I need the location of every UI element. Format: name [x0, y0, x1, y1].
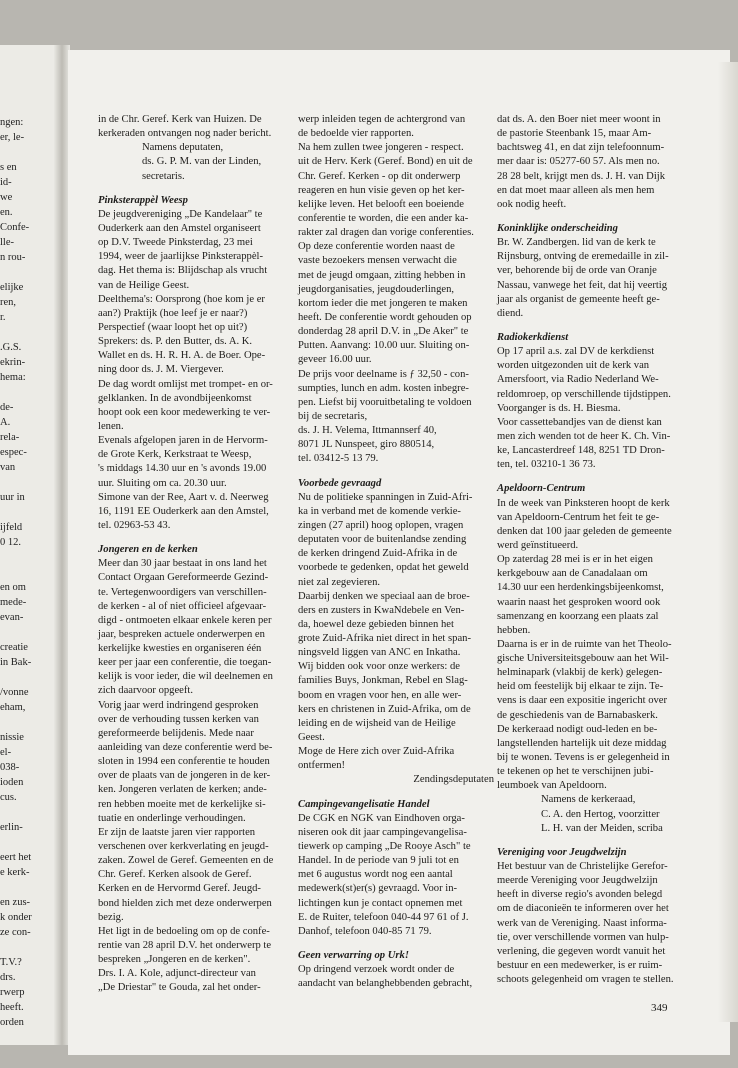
stub-line: eham,: [0, 702, 26, 713]
text-line: ke, Lancasterdreef 148, 8251 TD Dron-: [497, 445, 665, 457]
text-line: bond hielden zich met deze onderwerpen: [98, 897, 272, 909]
text-line: vaste bezoekers mensen verwacht die: [298, 255, 457, 267]
text-line: van de Heilige Geest.: [98, 279, 190, 291]
text-line: medewerk(st)er(s) gevraagd. Voor in-: [298, 883, 458, 895]
text-line: denken dat 100 jaar geleden de gemeente: [497, 525, 672, 537]
article-heading: Koninklijke onderscheiding: [497, 222, 618, 234]
stub-line: n rou-: [0, 252, 26, 263]
text-line: Simone van der Ree, Aart v. d. Neerweg: [98, 491, 269, 503]
text-line: digd - ontmoeten elkaar enkele keren per: [98, 614, 272, 626]
stub-line: [0, 625, 58, 640]
text-line: 28 28 belt, krijgt men ds. J. H. van Dijk: [497, 170, 666, 182]
text-line: Op dringend verzoek wordt onder de: [298, 964, 455, 976]
text-line: langstellenden hartelijk uit deze middag: [497, 737, 667, 749]
stub-line: rwerp: [0, 987, 25, 998]
text-line: Namens deputaten,: [142, 142, 224, 154]
text-line: de geschiedenis van de Barnabaskerk.: [497, 709, 658, 721]
text-line: diend.: [497, 307, 524, 319]
text-line: ning door ds. J. M. Viergever.: [98, 364, 224, 376]
stub-line: heeft.: [0, 1002, 24, 1013]
text-line: Contact Orgaan Gereformeerde Gezind-: [98, 572, 269, 584]
text-line: Voor cassettebandjes van de dienst kan: [497, 416, 662, 428]
text-line: tuatie en onderlinge verhoudingen.: [98, 812, 246, 824]
text-line: ten, tel. 03210-1 36 73.: [497, 459, 596, 471]
text-line: schoots gelegenheid om vragen te stellen.: [497, 974, 674, 986]
stub-line: [0, 385, 58, 400]
text-line: Putten. Aanvang: 10.00 uur. Sluiting on-: [298, 340, 470, 352]
text-line: in de Chr. Geref. Kerk van Huizen. De: [98, 114, 262, 125]
stub-line: [0, 805, 58, 820]
article-heading: Geen verwarring op Urk!: [298, 950, 409, 962]
stub-line: e kerk-: [0, 867, 30, 878]
text-line: Zendingsdeputaten: [413, 774, 494, 786]
text-line: donderdag 28 april D.V. in „De Aker" te: [298, 326, 469, 338]
text-line: tiewerk op camping „De Rooye Asch" te: [298, 841, 471, 853]
text-line: E. de Ruiter, telefoon 040-44 97 61 of J.: [298, 911, 469, 923]
stub-line: mede-: [0, 597, 27, 608]
left-page: [0, 45, 58, 1045]
text-line: jeugdorganisaties, jeugdouderlingen,: [298, 283, 455, 295]
stub-line: van: [0, 462, 16, 473]
text-line: Meer dan 30 jaar bestaat in ons land het: [98, 558, 267, 570]
text-line: jaar, bespreken actuele onderwerpen en: [98, 628, 265, 640]
text-line: ningsveld liggen van ANC en Inkatha.: [298, 647, 461, 659]
text-line: zingen (27 april) hoog oplopen, vragen: [298, 519, 464, 531]
stub-line: evan-: [0, 612, 24, 623]
text-line: samenzang en koorzang een plaats zal: [497, 610, 659, 622]
text-line: Chr. Geref. Kerken alsook de Geref.: [98, 869, 252, 881]
text-line: voorbede te gedenken, opdat het geweld: [298, 562, 469, 574]
text-line: de pastorie Steenbank 15, maar Am-: [497, 128, 652, 140]
paragraph-gap: [497, 321, 702, 331]
text-line: aan?) Praktijk (hoe leef je er naar?): [98, 307, 248, 319]
text-line: helminapark (vlakbij de kerk) gelegen-: [497, 667, 663, 679]
text-line: tie, over verschillende vormen van hulp-: [497, 931, 669, 943]
stub-line: el-: [0, 747, 12, 758]
stub-line: drs.: [0, 972, 16, 983]
stub-line: /vonne: [0, 687, 29, 698]
text-line: Voorganger is ds. H. Biesma.: [497, 402, 621, 414]
text-line: dag. Het thema is: Blijdschap als vrucht: [98, 265, 268, 277]
stub-line: [0, 145, 58, 160]
text-line: da, hoewel deze gebieden binnen het: [298, 618, 454, 630]
text-line: De kerkeraad nodigt oud-leden en be-: [497, 723, 658, 735]
text-line: bezig.: [98, 911, 124, 923]
stub-line: nissie: [0, 732, 24, 743]
text-line: met de jeugd omgaan, zitting hebben in: [298, 269, 466, 281]
paragraph-gap: [497, 472, 702, 482]
article-heading: Radiokerkdienst: [497, 331, 569, 343]
text-line: leiding en de wijsheid van de Heilige: [298, 717, 456, 729]
stub-line: 0 12.: [0, 537, 21, 548]
text-line: Er zijn de laatste jaren vier rapporten: [98, 826, 256, 838]
text-line: ook nodig heeft.: [497, 198, 567, 210]
stub-line: ren,: [0, 297, 17, 308]
text-line: Het ligt in de bedoeling om op de confe-: [98, 925, 270, 937]
stub-line: r.: [0, 312, 6, 323]
text-line: Handel. In de periode van 9 juli tot en: [298, 855, 459, 867]
text-line: uur. Sluiting om ca. 20.30 uur.: [98, 477, 227, 489]
paragraph-gap: [497, 212, 702, 222]
text-line: secretaris.: [142, 170, 185, 182]
text-line: de bedoelde vier rapporten.: [298, 128, 414, 140]
text-line: de Grote Kerk, Kerkstraat te Weesp,: [98, 449, 252, 461]
text-line: Namens de kerkeraad,: [541, 794, 636, 806]
article-heading: Jongeren en de kerken: [98, 544, 198, 556]
text-line: Daarbij denken we speciaal aan de broe-: [298, 590, 470, 602]
paragraph-gap: [98, 184, 293, 194]
text-line: aanleiding van deze conferentie werd be-: [98, 742, 273, 754]
text-line: ontfermen!: [298, 760, 346, 772]
text-line: gereformeerde belijdenis. Mede naar: [98, 727, 254, 739]
text-line: sloten in 1994 een conferentie te houden: [98, 756, 270, 768]
text-line: deputaten voor de buitenlandse zending: [298, 534, 467, 546]
text-line: ders en zusters in KwaNdebele en Ven-: [298, 604, 465, 616]
text-line: hoopt ook een koor medewerking te ver-: [98, 406, 271, 418]
text-line: L. H. van der Meiden, scriba: [541, 822, 663, 834]
text-line: 14.30 uur een herdenkingsbijeenkomst,: [497, 582, 664, 594]
text-line: worden uitgezonden uit de kerk van: [497, 360, 650, 372]
text-line: bachtsweg 41, en dat zijn telefoonnum-: [497, 142, 665, 154]
stub-line: ioden: [0, 777, 24, 788]
text-line: mer daar is: 05277-60 57. Als men no.: [497, 156, 660, 168]
stub-line: rela-: [0, 432, 20, 443]
stub-line: [0, 325, 58, 340]
text-line: Vorig jaar werd indringend gesproken: [98, 699, 259, 711]
text-line: bij de secretaris,: [298, 410, 368, 422]
text-line: pen. Liefst bij vooruitbetaling te voldoen: [298, 396, 472, 408]
text-line: bij te wonen. Tevens is er gelegenheid in: [497, 752, 670, 764]
stub-line: [0, 835, 58, 850]
stub-line: A.: [0, 417, 11, 428]
text-line: over de verhouding tussen kerken van: [98, 713, 259, 725]
stub-line: ijfeld: [0, 522, 23, 533]
text-line: zaken. Zowel de Geref. Gemeenten en de: [98, 855, 274, 867]
stub-line: erlin-: [0, 822, 23, 833]
text-line: tel. 02963-53 43.: [98, 519, 171, 531]
text-line: werk van de Vereniging. Naast informa-: [497, 917, 667, 929]
text-line: vens is daar een expositie ingericht over: [497, 695, 668, 707]
text-line: werp inleiden tegen de achtergrond van: [298, 114, 466, 125]
text-line: heeft in diverse regio's avonden belegd: [497, 889, 663, 901]
text-line: te. Vertegenwoordigers van verschillen-: [98, 586, 267, 598]
stub-line: en om: [0, 582, 26, 593]
stub-line: in Bak-: [0, 657, 32, 668]
text-line: kortom ieder die met jongeren te maken: [298, 297, 468, 309]
text-line: reageren en hun visie geven op het ker-: [298, 184, 465, 196]
text-line: zich daarvoor opgeeft.: [98, 685, 194, 697]
text-line: kelijke leven. Het belooft een boeiende: [298, 198, 464, 210]
stub-line: elijke: [0, 282, 24, 293]
text-line: Chr. Geref. Kerken - op dit onderwerp: [298, 170, 461, 182]
text-line: „De Driestar" te Gouda, zal het onder-: [98, 982, 261, 994]
text-line: De dag wordt omlijst met trompet- en or-: [98, 378, 273, 390]
paragraph-gap: [497, 836, 702, 846]
text-line: kelijk is voor ieder, die wil deelnemen en: [98, 671, 273, 683]
text-line: ds. J. H. Velema, Ittmannserf 40,: [298, 425, 437, 437]
text-line: kerkeraden ontvangen nog nader bericht.: [98, 128, 272, 140]
text-line: Evenals afgelopen jaren in de Hervorm-: [98, 435, 268, 447]
text-line: uit de Herv. Kerk (Geref. Bond) en uit de: [298, 156, 473, 168]
text-line: kerkelijke kwesties en organiseren één: [98, 643, 262, 655]
text-line: Danhof, telefoon 040-85 71 79.: [298, 925, 432, 937]
text-line: Kerken en de Hervormd Geref. Jeugd-: [98, 883, 261, 895]
text-line: Sprekers: ds. P. den Butter, ds. A. K.: [98, 336, 253, 348]
text-line: 's middags 14.30 uur en 's avonds 19.00: [98, 463, 267, 475]
text-line: keer per jaar een conferentie, die toegan-: [98, 657, 272, 669]
text-line: niet zal zegevieren.: [298, 576, 381, 588]
text-line: leumboek van Apeldoorn.: [497, 780, 607, 792]
column-1: [98, 113, 293, 996]
text-line: aandacht van belanghebbenden gebracht,: [298, 978, 473, 990]
stub-line: [0, 505, 58, 520]
text-line: over de plaats van de jongeren in de ker-: [98, 770, 271, 782]
text-line: en dat moet maar alleen als men hem: [497, 184, 655, 196]
text-line: In de week van Pinksteren hoopt de kerk: [497, 497, 670, 509]
text-line: dat ds. A. den Boer niet meer woont in: [497, 114, 661, 125]
stub-line: espec-: [0, 447, 27, 458]
text-line: 16, 1191 EE Ouderkerk aan den Amstel,: [98, 505, 269, 517]
text-line: Daarna is er in de ruimte van het Theolo-: [497, 638, 672, 650]
text-line: C. A. den Hertog, voorzitter: [541, 808, 660, 820]
text-line: Wij bidden ook voor onze werkers: de: [298, 661, 460, 673]
text-line: kerkgebouw aan de Canadalaan om: [497, 568, 648, 580]
page-number: 349: [651, 1002, 668, 1014]
stub-line: en.: [0, 207, 13, 218]
column-2: [298, 113, 494, 991]
text-line: rentie van 28 april D.V. het onderwerp te: [98, 940, 272, 952]
paragraph-gap: [298, 788, 494, 798]
text-line: men zich wenden tot de heer K. Ch. Vin-: [497, 430, 671, 442]
stub-line: [0, 940, 58, 955]
text-line: grote Zuid-Afrika niet direct in het span-: [298, 633, 471, 645]
text-line: te tekenen op het te verschijnen jubi-: [497, 766, 654, 778]
text-line: Ouderkerk aan den Amstel organiseert: [98, 222, 261, 234]
text-line: ka in verband met de komende verkie-: [298, 505, 461, 517]
text-line: om de diaconieën te informeren over het: [497, 903, 669, 915]
stub-line: ngen:: [0, 117, 24, 128]
text-line: families Buys, Jonkman, Rebel en Slag-: [298, 675, 468, 687]
text-line: conferentie te worden, die een ander ka-: [298, 212, 469, 224]
text-line: niseren ook dit jaar campingevangelisa-: [298, 826, 467, 838]
text-line: Nu de politieke spanningen in Zuid-Afri-: [298, 491, 473, 503]
text-line: bespreken „Jongeren en de kerken".: [98, 954, 251, 966]
stub-line: creatie: [0, 642, 28, 653]
text-line: gische Universiteitsgebouw aan het Wil-: [497, 653, 669, 665]
text-line: hebben.: [497, 624, 531, 636]
text-line: Na hem zullen twee jongeren - respect.: [298, 142, 464, 154]
stub-line: lle-: [0, 237, 14, 248]
article-heading: Vereniging voor Jeugdwelzijn: [497, 846, 627, 858]
text-line: verlening, die gegeven wordt vanuit het: [497, 945, 666, 957]
text-line: ren hebben moeite met de kerkelijke si-: [98, 798, 266, 810]
text-line: werd geïnstitueerd.: [497, 539, 579, 551]
text-line: Moge de Here zich over Zuid-Afrika: [298, 746, 455, 758]
article-heading: Campingevangelisatie Handel: [298, 798, 430, 810]
text-line: van Apeldoorn-Centrum het feit te ge-: [497, 511, 660, 523]
stub-line: Confe-: [0, 222, 30, 233]
stub-line: [0, 715, 58, 730]
text-line: Drs. I. A. Kole, adjunct-directeur van: [98, 968, 256, 980]
text-line: met 6 augustus wordt nog een aantal: [298, 869, 453, 881]
paragraph-gap: [298, 467, 494, 477]
paragraph-gap: [298, 939, 494, 949]
stub-line: .G.S.: [0, 342, 22, 353]
text-line: ver, behorende bij de orde van Oranje: [497, 265, 657, 277]
text-line: De prijs voor deelname is ƒ 32,50 - con-: [298, 368, 469, 380]
text-line: jaar als organist de gemeente heeft ge-: [497, 293, 660, 305]
text-line: Geest.: [298, 732, 325, 744]
text-line: Op 17 april a.s. zal DV de kerkdienst: [497, 346, 655, 358]
text-line: geveer 16.00 uur.: [298, 354, 372, 366]
article-heading: Pinksterappèl Weesp: [98, 194, 188, 206]
paragraph-gap: [98, 533, 293, 543]
stub-line: eert het: [0, 852, 32, 863]
text-line: De CGK en NGK van Eindhoven orga-: [298, 812, 465, 824]
stub-line: ze con-: [0, 927, 31, 938]
text-line: Perspectief (waar loopt het op uit?): [98, 321, 248, 333]
text-line: lenen.: [98, 420, 124, 432]
stub-line: [0, 550, 58, 565]
text-line: op D.V. Tweede Pinksterdag, 23 mei: [98, 237, 253, 249]
stub-line: er, le-: [0, 132, 25, 143]
text-line: heid om feestelijk bij elkaar te zijn. Te-: [497, 681, 664, 693]
text-line: lichtingen kun je contact opnemen met: [298, 897, 463, 909]
stub-line: T.V.?: [0, 957, 22, 968]
text-line: meerde Vereniging voor Jeugdwelzijn: [497, 875, 658, 887]
text-line: 8071 JL Nunspeet, giro 880514,: [298, 439, 435, 451]
text-line: Op deze conferentie worden naast de: [298, 241, 455, 253]
text-line: gelklanken. In de avondbijeenkomst: [98, 392, 252, 404]
stub-line: hema:: [0, 372, 26, 383]
stub-line: [0, 670, 58, 685]
text-line: Rijnsburg, ontving de eremedaille in zil-: [497, 251, 669, 263]
stub-line: ekrin-: [0, 357, 26, 368]
stub-line: [0, 565, 58, 580]
stub-line: k onder: [0, 912, 32, 923]
text-line: waarin naast het gesproken woord ook: [497, 596, 661, 608]
column-3: [497, 113, 702, 987]
text-line: kers en christenen in Zuid-Afrika, om de: [298, 703, 471, 715]
text-line: Nassau, vanwege het feit, dat hij veertig: [497, 279, 668, 291]
text-line: Op zaterdag 28 mei is er in het eigen: [497, 554, 653, 566]
text-line: sumpties, lunch en adm. kosten inbegre-: [298, 382, 469, 394]
text-line: Br. W. Zandbergen. lid van de kerk te: [497, 237, 656, 249]
text-line: bestuur en een medewerker, is er ruim-: [497, 960, 663, 972]
stub-line: [0, 265, 58, 280]
text-line: 1994, weer de jaarlijkse Pinksterappèl-: [98, 251, 264, 263]
text-line: ken. Jongeren verlaten de kerken; ande-: [98, 784, 267, 796]
stub-line: s en: [0, 162, 17, 173]
stub-line: cus.: [0, 792, 17, 803]
text-line: Deelthema's: Oorsprong (hoe kom je er: [98, 293, 265, 305]
stub-line: we: [0, 192, 13, 203]
text-line: ds. G. P. M. van der Linden,: [142, 156, 262, 168]
text-line: Wallet en ds. H. R. H. A. de Boer. Ope-: [98, 350, 266, 362]
text-line: verschenen over kerkverlating en jeugd-: [98, 841, 269, 853]
left-page-text-stub: [0, 115, 58, 1030]
stub-line: [0, 880, 58, 895]
text-line: heeft. De conferentie wordt gehouden op: [298, 311, 472, 323]
stub-line: orden: [0, 1017, 24, 1028]
stub-line: [0, 475, 58, 490]
text-line: De jeugdvereniging „De Kandelaar" te: [98, 208, 263, 220]
text-line: Amersfoort, via Radio Nederland We-: [497, 374, 659, 386]
stub-line: id-: [0, 177, 12, 188]
article-heading: Voorbede gevraagd: [298, 477, 382, 489]
text-line: de kerken - al of niet officieel afgevaar-: [98, 600, 267, 612]
stub-line: en zus-: [0, 897, 31, 908]
stub-line: uur in: [0, 492, 25, 503]
text-line: tel. 03412-5 13 79.: [298, 453, 379, 465]
stub-line: de-: [0, 402, 14, 413]
text-line: reldomroep, op verschillende tijdstippen.: [497, 388, 671, 400]
article-heading: Apeldoorn-Centrum: [497, 483, 586, 495]
page-edge: [718, 62, 738, 1022]
text-line: boom en vragen voor hen, en alle wer-: [298, 689, 462, 701]
text-line: Het bestuur van de Christelijke Gerefor-: [497, 861, 668, 873]
text-line: de kerken dringend Zuid-Afrika in de: [298, 548, 458, 560]
stub-line: 038-: [0, 762, 20, 773]
text-line: rakter zal dragen dan vorige conferenties.: [298, 227, 474, 239]
